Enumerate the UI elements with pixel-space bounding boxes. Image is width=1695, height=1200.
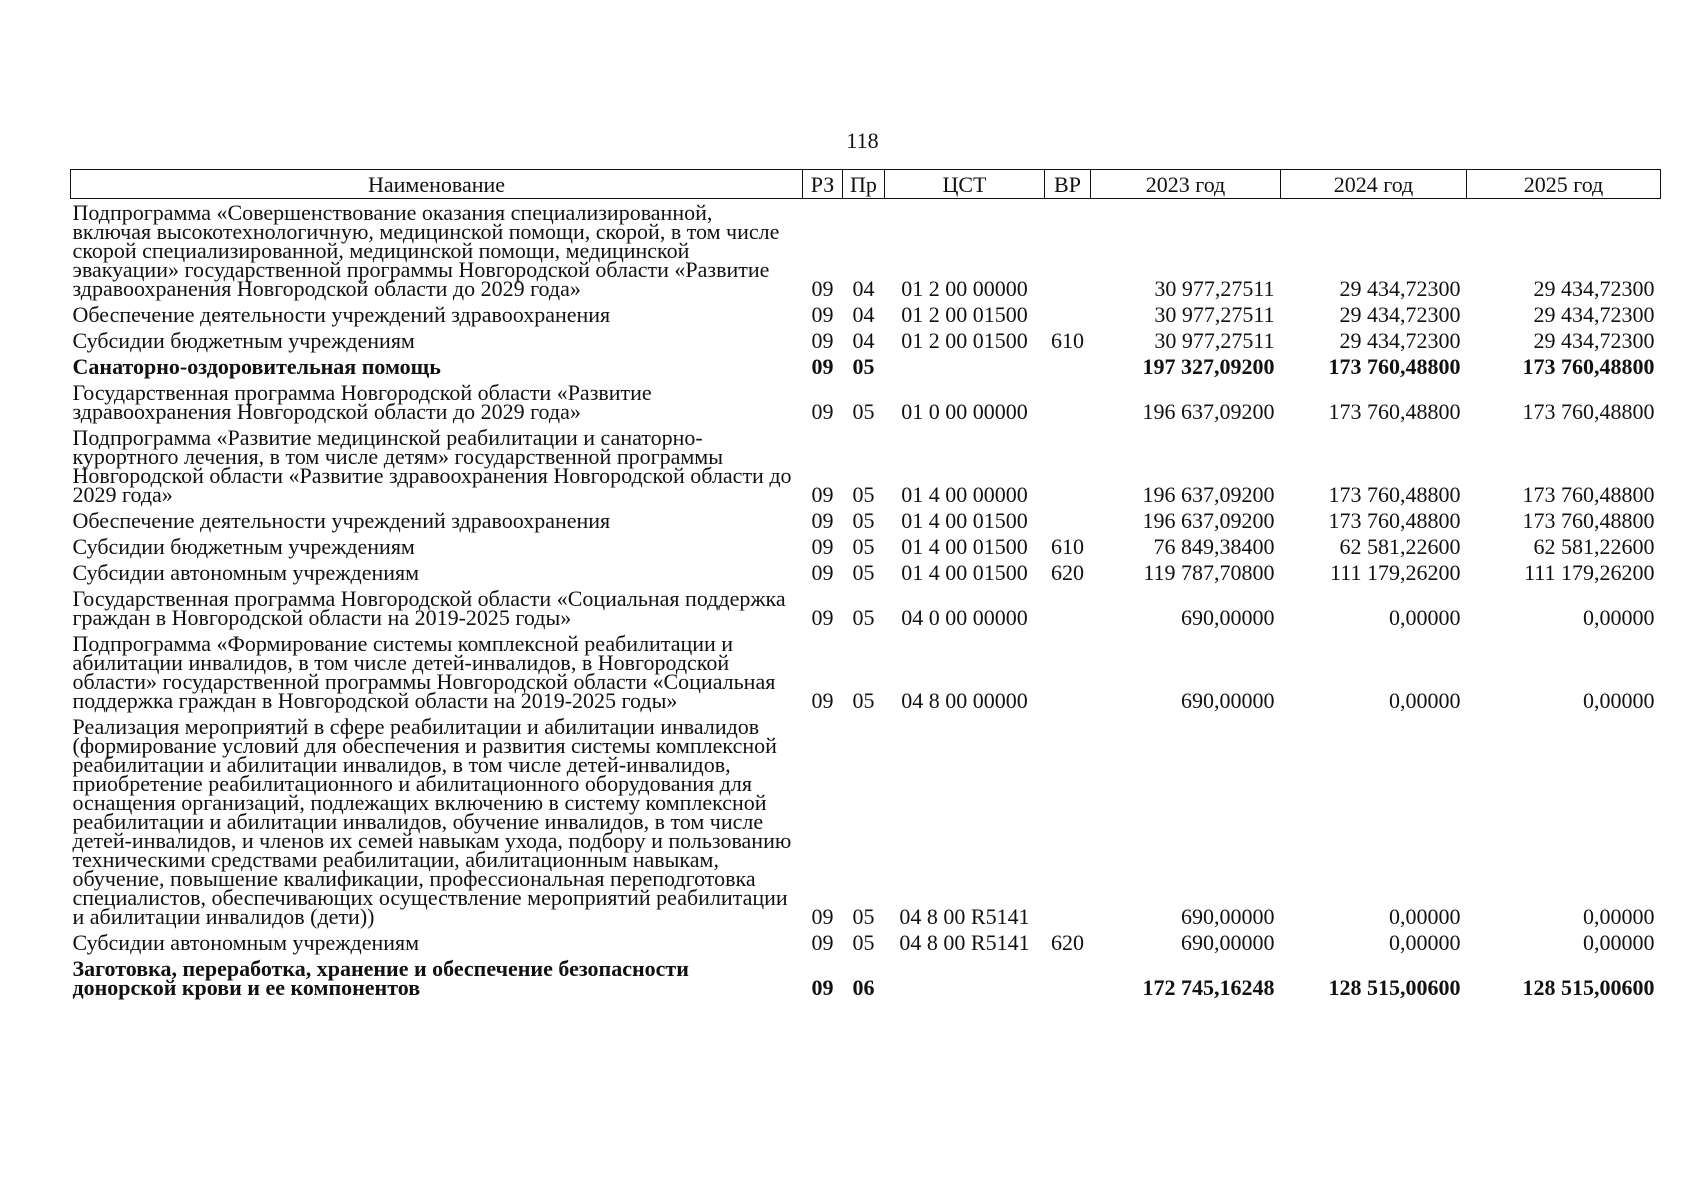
- cell-rz: 09: [811, 399, 834, 424]
- cell-cst: [885, 955, 1045, 1000]
- cell-vr: [1045, 379, 1091, 424]
- cell-y2024: 173 760,48800: [1328, 482, 1461, 507]
- cell-name: Реализация мероприятий в сфере реабилитации и абилитации инвалидов (формирование условий для обеспечения и развития системы комплексной реабилитации и абилитации инвалидов, в том числе детей-инвалидов, приобретение реабилитационного и абилитационного оборудования для оснащения организаций, подлежащих включению в систему комплексной реабилитации и абилитации инвалидов, обучение инвалидов, в том числе детей-инвалидов, и членов их семей навыкам ухода, подбору и пользованию техническими средствами реабилитации, абилитационным навыкам, обучение, повышение квалификации, профессиональная переподготовка специалистов, обеспечивающих осуществление мероприятий реабилитации и абилитации инвалидов (дети)): [72, 714, 792, 929]
- cell-y2025: 62 581,22600: [1533, 534, 1655, 559]
- header-2025: 2025 год: [1467, 170, 1661, 199]
- cell-y2025: 0,00000: [1583, 904, 1655, 929]
- cell-name: Подпрограмма «Развитие медицинской реабилитации и санаторно-курортного лечения, в том числе детям» государственной программы Новгородской области «Развитие здравоохранения Новгородской области до 2029 года»: [72, 425, 792, 507]
- table-row: [71, 327, 1661, 353]
- cell-y2025: 173 760,48800: [1522, 354, 1655, 379]
- cell-name: Субсидии бюджетным учреждениям: [72, 534, 415, 559]
- header-name: Наименование: [71, 170, 803, 199]
- cell-vr: [1045, 353, 1091, 379]
- cell-cst: 01 2 00 00000: [901, 276, 1028, 301]
- cell-y2024: 173 760,48800: [1328, 508, 1461, 533]
- cell-name: Подпрограмма «Формирование системы комплексной реабилитации и абилитации инвалидов, в том числе детей-инвалидов, в Новгородской области» государственной программы Новгородской области «Социальная поддержка граждан в Новгородской области на 2019-2025 годы»: [72, 631, 776, 713]
- cell-cst: 04 8 00 R5141: [899, 930, 1030, 955]
- table-row: [71, 424, 1661, 507]
- cell-name: Субсидии автономным учреждениям: [72, 560, 420, 585]
- cell-pr: 05: [852, 605, 875, 630]
- table-body: [71, 199, 1661, 1001]
- cell-cst: 01 2 00 01500: [901, 302, 1028, 327]
- cell-pr: 05: [852, 399, 875, 424]
- cell-rz: 09: [811, 482, 834, 507]
- cell-y2025: 173 760,48800: [1522, 399, 1655, 424]
- cell-name: Подпрограмма «Совершенствование оказания специализированной, включая высокотехнологичную, медицинской помощи, скорой, в том числе скорой специализированной, медицинской помощи, медицинской эвакуации» государственной программы Новгородской области «Развитие здравоохранения Новгородской области до 2029 года»: [72, 200, 780, 301]
- table-row: [71, 301, 1661, 327]
- cell-y2023: 690,00000: [1181, 930, 1275, 955]
- cell-vr: [1045, 199, 1091, 302]
- cell-y2024: 0,00000: [1389, 930, 1461, 955]
- table-row: [71, 507, 1661, 533]
- cell-y2023: 30 977,27511: [1154, 276, 1275, 301]
- table-row: [71, 585, 1661, 630]
- cell-vr: [1045, 301, 1091, 327]
- cell-y2025: 0,00000: [1583, 688, 1655, 713]
- cell-y2023: 196 637,09200: [1142, 399, 1275, 424]
- cell-name: Обеспечение деятельности учреждений здравоохранения: [72, 302, 611, 327]
- cell-rz: 09: [811, 534, 834, 559]
- cell-pr: 04: [852, 302, 875, 327]
- cell-name: Государственная программа Новгородской области «Социальная поддержка граждан в Новгородской области на 2019-2025 годы»: [72, 586, 786, 630]
- table-row: [71, 533, 1661, 559]
- cell-rz: 09: [811, 508, 834, 533]
- table-row: [71, 929, 1661, 955]
- cell-y2023: 690,00000: [1181, 688, 1275, 713]
- cell-name: Обеспечение деятельности учреждений здравоохранения: [72, 508, 611, 533]
- cell-y2024: 29 434,72300: [1339, 302, 1461, 327]
- cell-name: Заготовка, переработка, хранение и обеспечение безопасности донорской крови и ее компонентов: [72, 956, 689, 1000]
- budget-table: [70, 169, 1661, 1000]
- table-row: [71, 630, 1661, 713]
- cell-pr: 04: [852, 276, 875, 301]
- cell-y2025: 29 434,72300: [1533, 328, 1655, 353]
- cell-vr: 610: [1051, 328, 1084, 353]
- cell-pr: 05: [852, 930, 875, 955]
- cell-rz: 09: [811, 930, 834, 955]
- cell-y2023: 690,00000: [1181, 904, 1275, 929]
- cell-y2025: 173 760,48800: [1522, 508, 1655, 533]
- table-row: [71, 353, 1661, 379]
- table-row: [71, 955, 1661, 1000]
- cell-y2024: 0,00000: [1389, 605, 1461, 630]
- cell-pr: 05: [852, 508, 875, 533]
- cell-rz: 09: [811, 302, 834, 327]
- cell-rz: 09: [811, 354, 834, 379]
- cell-vr: [1045, 713, 1091, 929]
- cell-y2023: 76 849,38400: [1153, 534, 1275, 559]
- cell-cst: 01 4 00 01500: [901, 560, 1028, 585]
- cell-vr: 620: [1051, 560, 1084, 585]
- cell-vr: [1045, 585, 1091, 630]
- table-row: [71, 379, 1661, 424]
- cell-vr: [1045, 424, 1091, 507]
- cell-y2024: 0,00000: [1389, 688, 1461, 713]
- cell-pr: 05: [852, 688, 875, 713]
- cell-y2023: 119 787,70800: [1143, 560, 1275, 585]
- cell-cst: 01 4 00 00000: [901, 482, 1028, 507]
- cell-y2024: 29 434,72300: [1339, 276, 1461, 301]
- table-row: [71, 559, 1661, 585]
- cell-y2025: 173 760,48800: [1522, 482, 1655, 507]
- cell-y2025: 0,00000: [1583, 605, 1655, 630]
- cell-y2023: 196 637,09200: [1142, 482, 1275, 507]
- cell-y2025: 29 434,72300: [1533, 276, 1655, 301]
- cell-cst: 04 8 00 R5141: [899, 904, 1030, 929]
- cell-name: Субсидии автономным учреждениям: [72, 930, 420, 955]
- cell-y2025: 29 434,72300: [1533, 302, 1655, 327]
- cell-y2024: 0,00000: [1389, 904, 1461, 929]
- cell-pr: 05: [852, 482, 875, 507]
- cell-name: Государственная программа Новгородской области «Развитие здравоохранения Новгородской области до 2029 года»: [72, 380, 652, 424]
- cell-vr: [1045, 507, 1091, 533]
- cell-y2025: 0,00000: [1583, 930, 1655, 955]
- cell-rz: 09: [811, 560, 834, 585]
- cell-pr: 05: [852, 534, 875, 559]
- cell-rz: 09: [811, 276, 834, 301]
- cell-name: Санаторно-оздоровительная помощь: [72, 354, 441, 379]
- cell-y2024: 29 434,72300: [1339, 328, 1461, 353]
- cell-y2024: 111 179,26200: [1330, 560, 1461, 585]
- cell-y2024: 173 760,48800: [1328, 354, 1461, 379]
- cell-vr: [1045, 630, 1091, 713]
- cell-y2023: 172 745,16248: [1142, 975, 1275, 1000]
- cell-y2025: 111 179,26200: [1524, 560, 1655, 585]
- cell-y2023: 196 637,09200: [1142, 508, 1275, 533]
- table-header: [71, 170, 1661, 199]
- cell-y2024: 62 581,22600: [1339, 534, 1461, 559]
- cell-y2024: 128 515,00600: [1328, 975, 1461, 1000]
- cell-pr: 04: [852, 328, 875, 353]
- cell-y2024: 173 760,48800: [1328, 399, 1461, 424]
- header-rz: РЗ: [803, 170, 843, 199]
- cell-pr: 05: [852, 904, 875, 929]
- cell-cst: 01 4 00 01500: [901, 534, 1028, 559]
- cell-rz: 09: [811, 328, 834, 353]
- table-row: [71, 199, 1661, 302]
- cell-y2023: 30 977,27511: [1154, 328, 1275, 353]
- table-row: [71, 713, 1661, 929]
- cell-name: Субсидии бюджетным учреждениям: [72, 328, 415, 353]
- header-cst: ЦСТ: [885, 170, 1045, 199]
- header-vr: ВР: [1045, 170, 1091, 199]
- cell-vr: 620: [1051, 930, 1084, 955]
- cell-cst: 01 4 00 01500: [901, 508, 1028, 533]
- cell-cst: 01 2 00 01500: [901, 328, 1028, 353]
- header-pr: Пр: [843, 170, 885, 199]
- cell-cst: 04 8 00 00000: [901, 688, 1028, 713]
- page-number: 118: [846, 128, 879, 153]
- cell-vr: 610: [1051, 534, 1084, 559]
- cell-cst: 04 0 00 00000: [901, 605, 1028, 630]
- cell-y2023: 30 977,27511: [1154, 302, 1275, 327]
- cell-rz: 09: [811, 688, 834, 713]
- cell-y2023: 197 327,09200: [1142, 354, 1275, 379]
- cell-rz: 09: [811, 975, 834, 1000]
- header-2023: 2023 год: [1091, 170, 1281, 199]
- cell-cst: 01 0 00 00000: [901, 399, 1028, 424]
- header-2024: 2024 год: [1281, 170, 1467, 199]
- cell-pr: 06: [852, 975, 875, 1000]
- cell-pr: 05: [852, 560, 875, 585]
- cell-rz: 09: [811, 904, 834, 929]
- cell-rz: 09: [811, 605, 834, 630]
- cell-cst: [885, 353, 1045, 379]
- cell-pr: 05: [852, 354, 875, 379]
- cell-vr: [1045, 955, 1091, 1000]
- cell-y2025: 128 515,00600: [1522, 975, 1655, 1000]
- cell-y2023: 690,00000: [1181, 605, 1275, 630]
